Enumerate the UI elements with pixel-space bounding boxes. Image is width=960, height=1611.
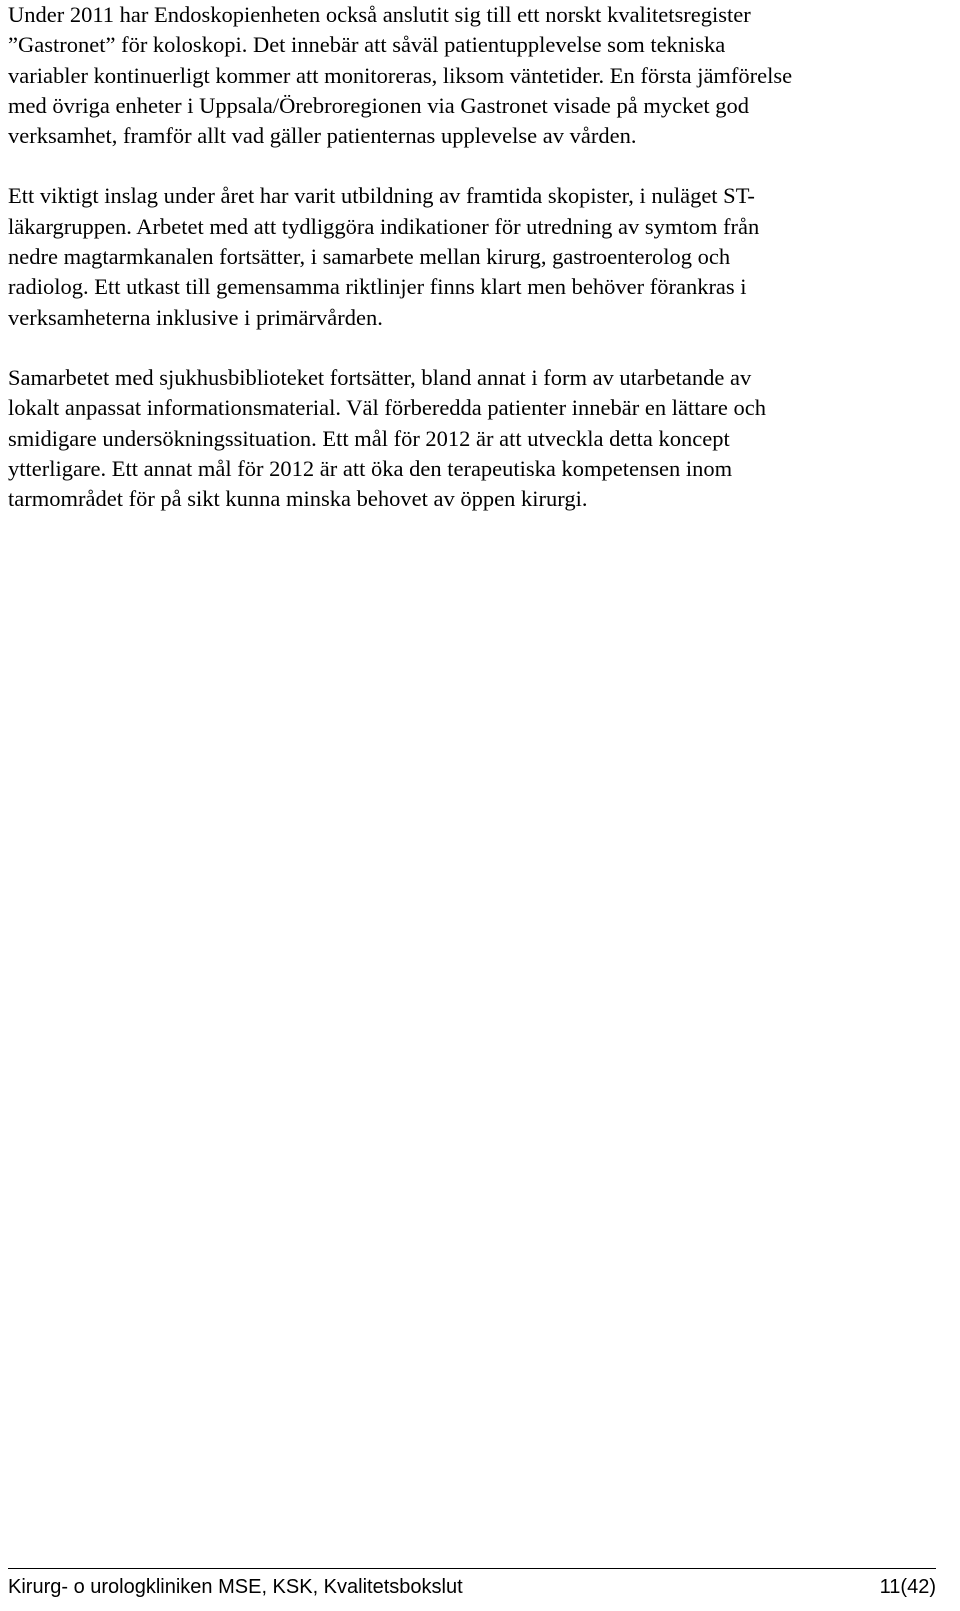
text-line: tarmområdet för på sikt kunna minska behovet av öppen kirurgi. <box>8 486 588 512</box>
footer-text-row <box>8 1569 936 1600</box>
footer-title: Kirurg- o urologkliniken MSE, KSK, Kvalitetsbokslut <box>8 1576 463 1598</box>
text-line: verksamheterna inklusive i primärvården. <box>8 304 383 330</box>
document-body <box>8 0 908 514</box>
text-line: ytterligare. Ett annat mål för 2012 är att öka den terapeutiska kompetensen inom <box>8 455 733 481</box>
paragraph-training <box>8 181 908 332</box>
paragraph-library <box>8 363 908 514</box>
page-footer <box>8 1568 936 1600</box>
text-line: variabler kontinuerligt kommer att monitoreras, liksom väntetider. En första jämförelse <box>8 62 793 88</box>
paragraph-gastronet <box>8 0 908 151</box>
text-line: radiolog. Ett utkast till gemensamma riktlinjer finns klart men behöver förankras i <box>8 274 747 300</box>
text-line: ”Gastronet” för koloskopi. Det innebär att såväl patientupplevelse som tekniska <box>8 32 726 58</box>
text-line: nedre magtarmkanalen fortsätter, i samarbete mellan kirurg, gastroenterolog och <box>8 244 731 270</box>
text-line: lokalt anpassat informationsmaterial. Väl förberedda patienter innebär en lättare och <box>8 395 767 421</box>
text-line: Under 2011 har Endoskopienheten också anslutit sig till ett norskt kvalitetsregister <box>8 2 751 27</box>
text-line: Samarbetet med sjukhusbiblioteket fortsätter, bland annat i form av utarbetande av <box>8 364 752 390</box>
text-line: smidigare undersökningssituation. Ett mål för 2012 är att utveckla detta koncept <box>8 425 730 451</box>
text-line: läkargruppen. Arbetet med att tydliggöra indikationer för utredning av symtom från <box>8 213 760 239</box>
text-line: verksamhet, framför allt vad gäller patienternas upplevelse av vården. <box>8 123 637 149</box>
text-line: med övriga enheter i Uppsala/Örebroregionen via Gastronet visade på mycket god <box>8 92 749 118</box>
text-line: Ett viktigt inslag under året har varit utbildning av framtida skopister, i nuläget ST- <box>8 183 755 209</box>
page-number: 11(42) <box>879 1576 936 1598</box>
